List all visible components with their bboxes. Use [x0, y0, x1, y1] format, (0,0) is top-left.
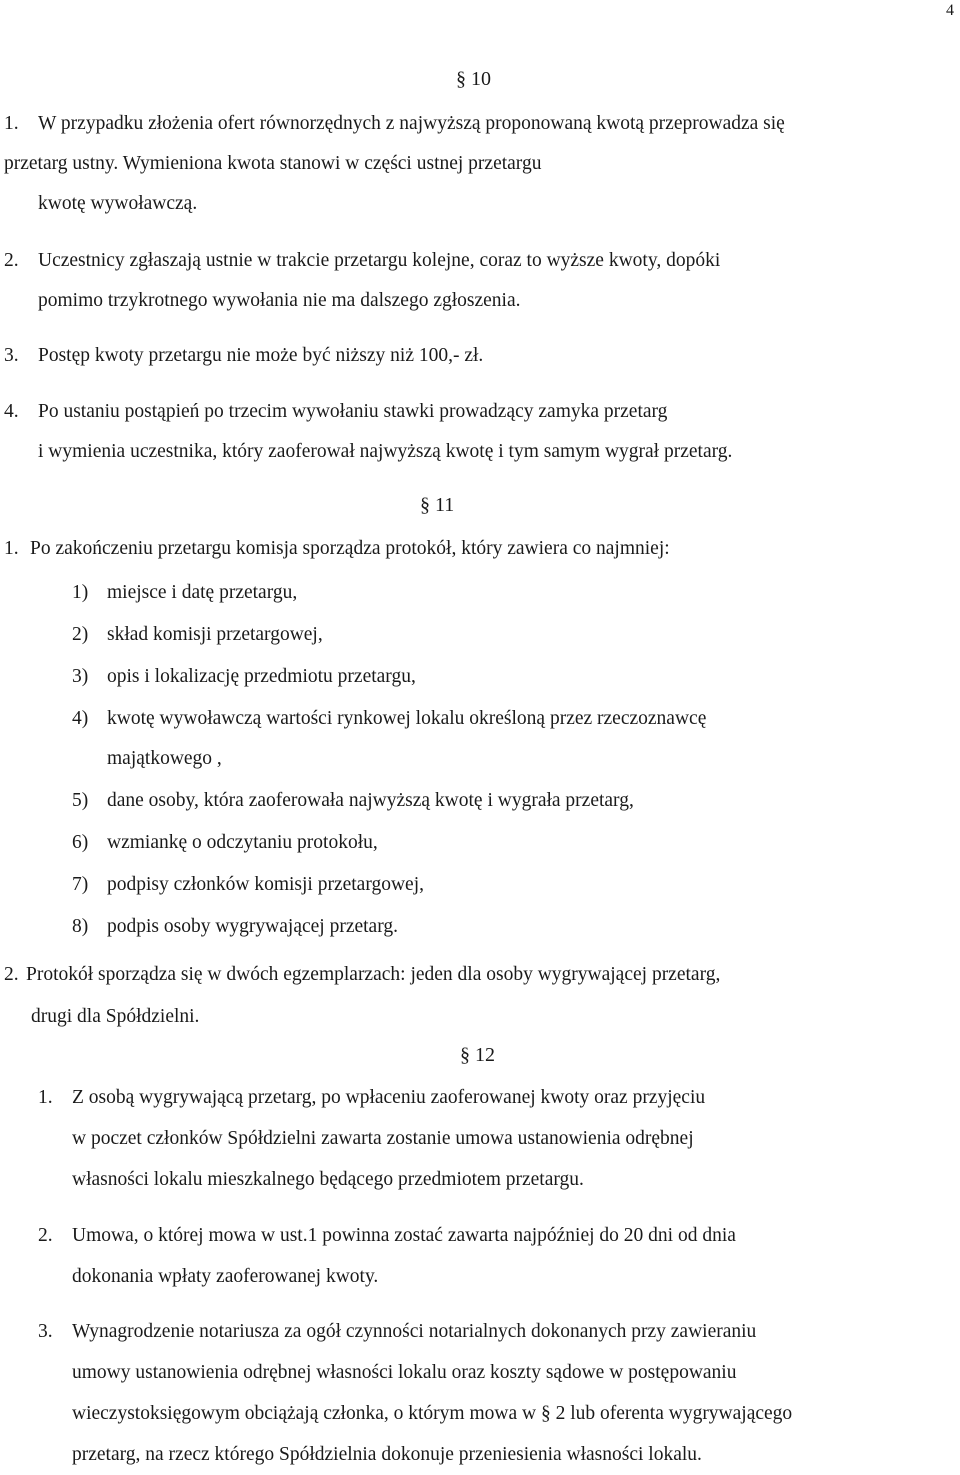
subitem-line: opis i lokalizację przedmiotu przetargu, [107, 666, 416, 687]
subitem-line: kwotę wywoławczą wartości rynkowej lokalu określoną przez rzeczoznawcę [107, 708, 707, 729]
item-line: umowy ustanowienia odrębnej własności lokalu oraz koszty sądowe w postępowaniu [72, 1362, 737, 1383]
subitem-number: 1) [72, 582, 89, 603]
item-line: Uczestnicy zgłaszają ustnie w trakcie przetargu kolejne, coraz to wyższe kwoty, dopóki [38, 250, 721, 271]
item-line: Po zakończeniu przetargu komisja sporządza protokół, który zawiera co najmniej: [30, 538, 670, 559]
subitem-line: miejsce i datę przetargu, [107, 582, 298, 603]
subitem-number: 7) [72, 874, 89, 895]
subitem-number: 4) [72, 708, 89, 729]
subitem-number: 5) [72, 790, 89, 811]
item-line: kwotę wywoławczą. [38, 193, 198, 214]
section-11-heading: § 11 [420, 494, 455, 516]
item-line: Z osobą wygrywającą przetarg, po wpłaceniu zaoferowanej kwoty oraz przyjęciu [72, 1087, 706, 1108]
item-number: 1. [38, 1087, 53, 1108]
item-number: 2. [4, 964, 19, 985]
item-line: wieczystoksięgowym obciążają członka, o którym mowa w § 2 lub oferenta wygrywającego [72, 1403, 793, 1424]
section-10-heading: § 10 [456, 68, 491, 90]
subitem-number: 6) [72, 832, 89, 853]
item-number: 3. [38, 1321, 53, 1342]
subitem-number: 2) [72, 624, 89, 645]
item-line: i wymienia uczestnika, który zaoferował najwyższą kwotę i tym samym wygrał przetarg. [38, 441, 733, 462]
item-line: przetarg ustny. Wymieniona kwota stanowi w części ustnej przetargu [4, 153, 542, 174]
item-line: Po ustaniu postąpień po trzecim wywołaniu stawki prowadzący zamyka przetarg [38, 401, 668, 422]
item-line: Postęp kwoty przetargu nie może być niższy niż 100,- zł. [38, 345, 484, 366]
item-line: W przypadku złożenia ofert równorzędnych z najwyższą proponowaną kwotą przeprowadza się [38, 113, 785, 134]
section-12-heading: § 12 [460, 1044, 495, 1066]
item-line: własności lokalu mieszkalnego będącego przedmiotem przetargu. [72, 1169, 584, 1190]
item-number: 2. [38, 1225, 53, 1246]
item-number: 1. [4, 113, 19, 134]
item-number: 1. [4, 538, 19, 559]
subitem-line: skład komisji przetargowej, [107, 624, 323, 645]
item-line: Wynagrodzenie notariusza za ogół czynności notarialnych dokonanych przy zawieraniu [72, 1321, 757, 1342]
item-line: pomimo trzykrotnego wywołania nie ma dalszego zgłoszenia. [38, 290, 521, 311]
item-line: przetarg, na rzecz którego Spółdzielnia dokonuje przeniesienia własności lokalu. [72, 1444, 702, 1465]
item-number: 2. [4, 250, 19, 271]
item-line: w poczet członków Spółdzielni zawarta zostanie umowa ustanowienia odrębnej [72, 1128, 694, 1149]
subitem-number: 3) [72, 666, 89, 687]
subitem-line: wzmiankę o odczytaniu protokołu, [107, 832, 378, 853]
subitem-line: dane osoby, która zaoferowała najwyższą kwotę i wygrała przetarg, [107, 790, 634, 811]
item-line: Protokół sporządza się w dwóch egzemplarzach: jeden dla osoby wygrywającej przetarg, [26, 964, 721, 985]
subitem-line: podpis osoby wygrywającej przetarg. [107, 916, 398, 937]
item-line: Umowa, o której mowa w ust.1 powinna zostać zawarta najpóźniej do 20 dni od dnia [72, 1225, 736, 1246]
subitem-line: podpisy członków komisji przetargowej, [107, 874, 424, 895]
item-number: 4. [4, 401, 19, 422]
item-line: dokonania wpłaty zaoferowanej kwoty. [72, 1266, 379, 1287]
item-number: 3. [4, 345, 19, 366]
subitem-number: 8) [72, 916, 89, 937]
subitem-line: majątkowego , [107, 748, 222, 769]
item-line: drugi dla Spółdzielni. [31, 1006, 200, 1027]
page-number: 4 [946, 2, 954, 19]
